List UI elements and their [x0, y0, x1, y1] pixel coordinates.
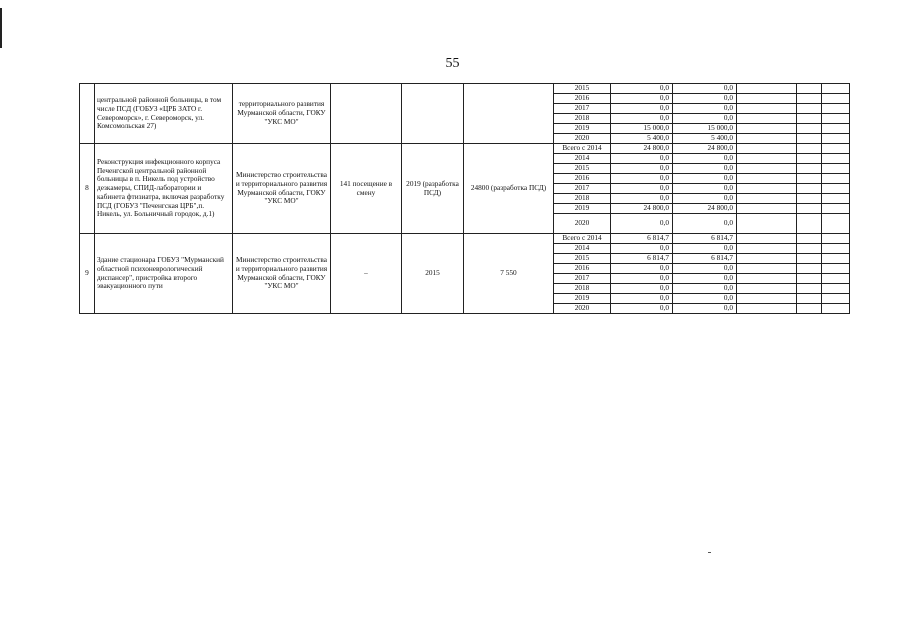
empty-cell: [797, 244, 822, 254]
empty-cell: [822, 134, 850, 144]
empty-cell: [737, 144, 797, 154]
amount-total-cell: 6 814,7: [611, 254, 673, 264]
empty-cell: [822, 144, 850, 154]
amount-total-cell: 0,0: [611, 274, 673, 284]
year-cell: 2018: [554, 194, 611, 204]
empty-cell: [822, 84, 850, 94]
year-cell: Всего с 2014: [554, 144, 611, 154]
row-number: 9: [80, 234, 95, 314]
empty-cell: [797, 274, 822, 284]
empty-cell: [822, 264, 850, 274]
empty-cell: [737, 294, 797, 304]
year-cell: 2020: [554, 304, 611, 314]
amount-total-cell: 5 400,0: [611, 134, 673, 144]
period-cell: 2019 (разработка ПСД): [402, 144, 464, 234]
empty-cell: [822, 244, 850, 254]
empty-cell: [797, 264, 822, 274]
year-cell: 2017: [554, 184, 611, 194]
empty-cell: [737, 254, 797, 264]
year-cell: 2015: [554, 164, 611, 174]
empty-cell: [822, 184, 850, 194]
amount-total-cell: 0,0: [611, 104, 673, 114]
empty-cell: [822, 294, 850, 304]
row-number: [80, 84, 95, 144]
amount-budget-cell: 0,0: [673, 104, 737, 114]
capacity-cell: 141 посещение в смену: [331, 144, 402, 234]
amount-total-cell: 0,0: [611, 244, 673, 254]
row-number: 8: [80, 144, 95, 234]
empty-cell: [797, 194, 822, 204]
empty-cell: [797, 164, 822, 174]
investment-table: [79, 83, 850, 314]
amount-total-cell: 0,0: [611, 154, 673, 164]
year-cell: 2018: [554, 114, 611, 124]
empty-cell: [737, 204, 797, 214]
empty-cell: [822, 254, 850, 264]
table-row: [80, 84, 850, 94]
period-cell: 2015: [402, 234, 464, 314]
amount-budget-cell: 0,0: [673, 244, 737, 254]
object-name: Здание стационара ГОБУЗ "Мурманский областной психоневрологический диспансер", пристройка второго эвакуационного пути: [95, 234, 233, 314]
year-cell: 2015: [554, 84, 611, 94]
year-cell: 2017: [554, 104, 611, 114]
cost-cell: [464, 84, 554, 144]
empty-cell: [737, 214, 797, 234]
empty-cell: [822, 114, 850, 124]
capacity-cell: –: [331, 234, 402, 314]
empty-cell: [797, 174, 822, 184]
amount-budget-cell: 0,0: [673, 304, 737, 314]
empty-cell: [797, 84, 822, 94]
year-cell: 2019: [554, 124, 611, 134]
empty-cell: [737, 264, 797, 274]
empty-cell: [797, 304, 822, 314]
empty-cell: [797, 284, 822, 294]
empty-cell: [737, 194, 797, 204]
empty-cell: [737, 174, 797, 184]
empty-cell: [737, 134, 797, 144]
amount-total-cell: 0,0: [611, 264, 673, 274]
empty-cell: [822, 284, 850, 294]
amount-budget-cell: 5 400,0: [673, 134, 737, 144]
empty-cell: [737, 184, 797, 194]
amount-total-cell: 0,0: [611, 94, 673, 104]
empty-cell: [737, 164, 797, 174]
empty-cell: [797, 154, 822, 164]
empty-cell: [822, 154, 850, 164]
amount-budget-cell: 0,0: [673, 194, 737, 204]
amount-budget-cell: 0,0: [673, 264, 737, 274]
amount-total-cell: 0,0: [611, 114, 673, 124]
empty-cell: [797, 134, 822, 144]
empty-cell: [737, 114, 797, 124]
empty-cell: [797, 204, 822, 214]
empty-cell: [797, 214, 822, 234]
amount-budget-cell: 0,0: [673, 114, 737, 124]
amount-total-cell: 0,0: [611, 84, 673, 94]
customer-cell: Министерство строительства и территориального развития Мурманской области, ГОКУ "УКС МО": [233, 144, 331, 234]
empty-cell: [737, 104, 797, 114]
empty-cell: [797, 124, 822, 134]
amount-total-cell: 24 800,0: [611, 204, 673, 214]
empty-cell: [822, 234, 850, 244]
empty-cell: [797, 114, 822, 124]
amount-budget-cell: 24 800,0: [673, 144, 737, 154]
table-row: [80, 144, 850, 154]
amount-budget-cell: 0,0: [673, 164, 737, 174]
year-cell: 2017: [554, 274, 611, 284]
empty-cell: [822, 104, 850, 114]
customer-cell: территориального развития Мурманской области, ГОКУ "УКС МО": [233, 84, 331, 144]
year-cell: 2018: [554, 284, 611, 294]
empty-cell: [822, 164, 850, 174]
amount-budget-cell: 0,0: [673, 154, 737, 164]
empty-cell: [797, 104, 822, 114]
amount-total-cell: 0,0: [611, 304, 673, 314]
scan-edge-mark: [0, 8, 2, 48]
empty-cell: [737, 274, 797, 284]
year-cell: 2019: [554, 204, 611, 214]
empty-cell: [822, 124, 850, 134]
year-cell: Всего с 2014: [554, 234, 611, 244]
amount-budget-cell: 0,0: [673, 214, 737, 234]
amount-total-cell: 24 800,0: [611, 144, 673, 154]
amount-total-cell: 6 814,7: [611, 234, 673, 244]
year-cell: 2016: [554, 174, 611, 184]
object-name: Реконструкция инфекционного корпуса Печенгской центральной районной больницы в п. Никель под устройство дезкамеры, СПИД-лаборатории и кабинета фтизиатра, включая разработку ПСД (ГОБУЗ "Печенгская ЦРБ",п. Никель, ул. Больничный городок, д.1): [95, 144, 233, 234]
empty-cell: [797, 234, 822, 244]
amount-budget-cell: 0,0: [673, 174, 737, 184]
amount-budget-cell: 0,0: [673, 274, 737, 284]
empty-cell: [822, 204, 850, 214]
scan-dot: [708, 552, 711, 553]
table-row: [80, 234, 850, 244]
empty-cell: [797, 254, 822, 264]
amount-budget-cell: 0,0: [673, 284, 737, 294]
amount-total-cell: 0,0: [611, 184, 673, 194]
period-cell: [402, 84, 464, 144]
amount-total-cell: 0,0: [611, 174, 673, 184]
empty-cell: [797, 144, 822, 154]
year-cell: 2016: [554, 264, 611, 274]
year-cell: 2020: [554, 134, 611, 144]
empty-cell: [737, 84, 797, 94]
empty-cell: [737, 154, 797, 164]
year-cell: 2014: [554, 154, 611, 164]
amount-budget-cell: 6 814,7: [673, 234, 737, 244]
empty-cell: [737, 124, 797, 134]
year-cell: 2016: [554, 94, 611, 104]
empty-cell: [797, 294, 822, 304]
amount-budget-cell: 6 814,7: [673, 254, 737, 264]
object-name: центральной районной больницы, в том числе ПСД (ГОБУЗ «ЦРБ ЗАТО г. Североморск», г. Североморск, ул. Комсомольская 27): [95, 84, 233, 144]
empty-cell: [737, 244, 797, 254]
empty-cell: [822, 274, 850, 284]
empty-cell: [822, 94, 850, 104]
amount-total-cell: 0,0: [611, 164, 673, 174]
capacity-cell: [331, 84, 402, 144]
empty-cell: [797, 94, 822, 104]
empty-cell: [822, 214, 850, 234]
year-cell: 2014: [554, 244, 611, 254]
amount-total-cell: 0,0: [611, 284, 673, 294]
amount-budget-cell: 0,0: [673, 94, 737, 104]
year-cell: 2020: [554, 214, 611, 234]
cost-cell: 7 550: [464, 234, 554, 314]
empty-cell: [737, 94, 797, 104]
amount-total-cell: 0,0: [611, 214, 673, 234]
customer-cell: Министерство строительства и территориального развития Мурманской области, ГОКУ "УКС МО": [233, 234, 331, 314]
page-number: 55: [445, 56, 460, 71]
amount-total-cell: 0,0: [611, 194, 673, 204]
amount-total-cell: 0,0: [611, 294, 673, 304]
empty-cell: [822, 174, 850, 184]
amount-budget-cell: 0,0: [673, 184, 737, 194]
empty-cell: [737, 284, 797, 294]
amount-budget-cell: 15 000,0: [673, 124, 737, 134]
amount-budget-cell: 0,0: [673, 84, 737, 94]
empty-cell: [737, 304, 797, 314]
amount-total-cell: 15 000,0: [611, 124, 673, 134]
cost-cell: 24800 (разработка ПСД): [464, 144, 554, 234]
empty-cell: [737, 234, 797, 244]
year-cell: 2019: [554, 294, 611, 304]
empty-cell: [822, 194, 850, 204]
year-cell: 2015: [554, 254, 611, 264]
empty-cell: [822, 304, 850, 314]
empty-cell: [797, 184, 822, 194]
amount-budget-cell: 24 800,0: [673, 204, 737, 214]
amount-budget-cell: 0,0: [673, 294, 737, 304]
